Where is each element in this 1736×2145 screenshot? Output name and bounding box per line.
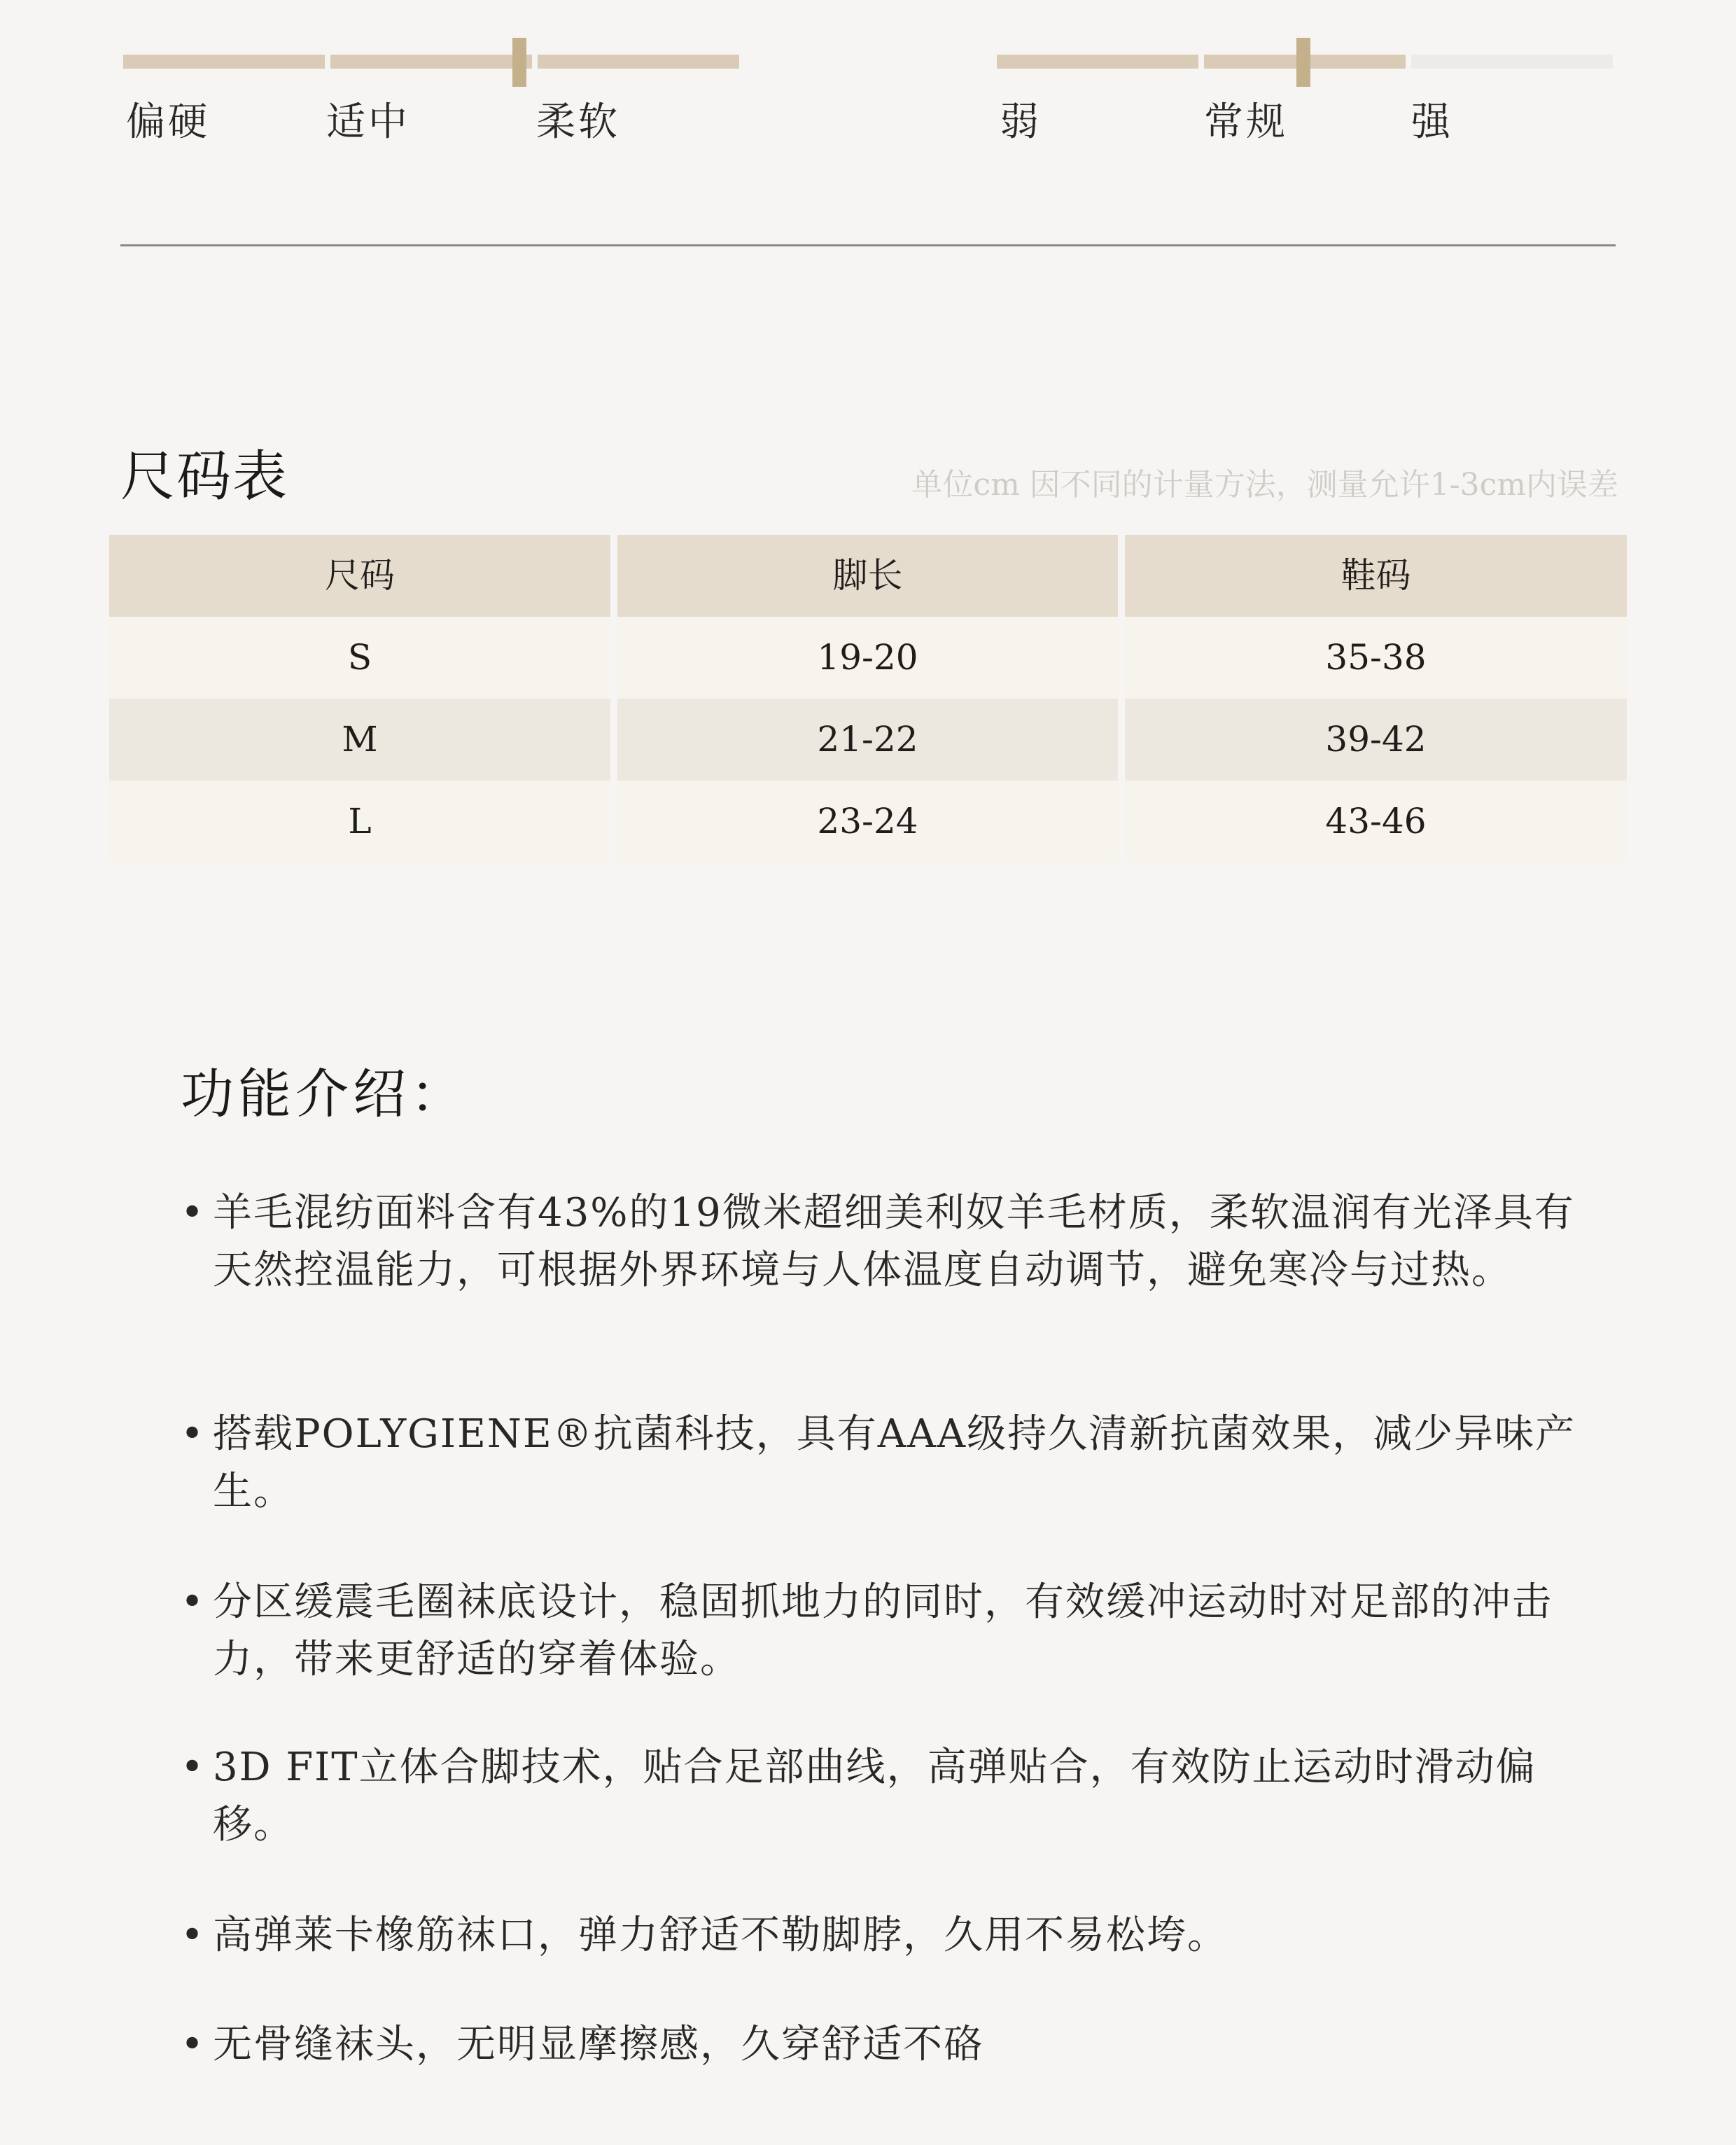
scale-segment xyxy=(123,55,325,69)
features-title: 功能介绍： xyxy=(181,1063,468,1125)
elasticity-scale-marker xyxy=(1296,38,1310,87)
feature-text: 高弹莱卡橡筋袜口，弹力舒适不勒脚脖，久用不易松垮。 xyxy=(213,1913,1228,1958)
feature-text: 无骨缝袜头，无明显摩擦感，久穿舒适不硌 xyxy=(213,2022,984,2067)
elasticity-scale xyxy=(997,0,1613,154)
table-header-row xyxy=(109,535,1627,617)
softness-scale xyxy=(123,0,739,154)
scale-label-regular: 常规 xyxy=(1204,99,1288,145)
table-cell: S xyxy=(109,617,610,699)
bullet-icon: • xyxy=(181,1579,206,1625)
table-row xyxy=(109,781,1627,862)
scale-segment-empty xyxy=(1411,55,1613,69)
table-row xyxy=(109,699,1627,781)
size-chart-table xyxy=(109,535,1627,862)
column-header-size: 尺码 xyxy=(109,535,610,617)
bullet-icon: • xyxy=(181,1745,206,1790)
bullet-icon: • xyxy=(181,1190,206,1236)
feature-text: 3D FIT立体合脚技术，贴合足部曲线，高弹贴合，有效防止运动时滑动偏移。 xyxy=(213,1745,1536,1847)
table-cell: 21-22 xyxy=(617,699,1118,781)
table-cell: 39-42 xyxy=(1125,699,1627,781)
softness-scale-labels xyxy=(123,91,739,145)
scale-label-soft: 柔软 xyxy=(536,99,620,145)
feature-text: 羊毛混纺面料含有43%的19微米超细美利奴羊毛材质，柔软温润有光泽具有天然控温能力，可根据外界环境与人体温度自动调节，避免寒冷与过热。 xyxy=(213,1190,1575,1293)
scale-label-strong: 强 xyxy=(1411,99,1453,145)
section-divider xyxy=(120,244,1616,246)
column-header-shoe-size: 鞋码 xyxy=(1125,535,1627,617)
bullet-icon: • xyxy=(181,1913,206,1958)
scale-segment xyxy=(538,55,739,69)
elasticity-scale-labels xyxy=(997,91,1613,145)
table-row xyxy=(109,617,1627,699)
size-chart-note: 单位cm 因不同的计量方法，测量允许1-3cm内误差 xyxy=(911,467,1618,503)
table-cell: 35-38 xyxy=(1125,617,1627,699)
feature-text: 分区缓震毛圈袜底设计，稳固抓地力的同时，有效缓冲运动时对足部的冲击力，带来更舒适的穿着体验。 xyxy=(213,1579,1553,1682)
feature-item xyxy=(181,1574,1623,1689)
feature-item xyxy=(181,1739,1623,1854)
scale-label-hard: 偏硬 xyxy=(126,99,210,145)
scale-segment xyxy=(997,55,1198,69)
table-cell: 23-24 xyxy=(617,781,1118,862)
size-chart-title: 尺码表 xyxy=(120,445,289,508)
feature-item xyxy=(181,2016,1623,2074)
feature-item xyxy=(181,1185,1623,1299)
table-cell: 43-46 xyxy=(1125,781,1627,862)
table-cell: 19-20 xyxy=(617,617,1118,699)
scale-label-medium: 适中 xyxy=(326,99,410,145)
scale-label-weak: 弱 xyxy=(1000,99,1042,145)
bullet-icon: • xyxy=(181,1411,206,1457)
column-header-foot-length: 脚长 xyxy=(617,535,1118,617)
feature-item xyxy=(181,1907,1623,1964)
softness-scale-bar xyxy=(123,55,739,69)
bullet-icon: • xyxy=(181,2022,206,2067)
softness-scale-marker xyxy=(512,38,526,87)
feature-text: 搭载POLYGIENE®抗菌科技，具有AAA级持久清新抗菌效果，减少异味产生。 xyxy=(213,1411,1576,1514)
table-cell: M xyxy=(109,699,610,781)
feature-item xyxy=(181,1406,1623,1521)
table-cell: L xyxy=(109,781,610,862)
scale-segment xyxy=(330,55,532,69)
